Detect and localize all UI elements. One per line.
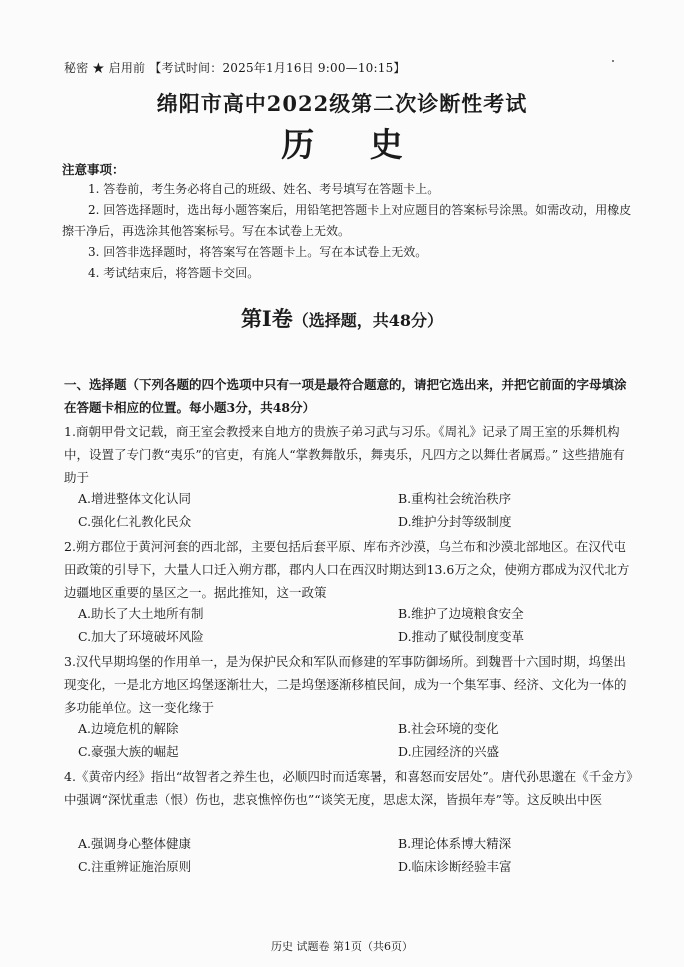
option-c: C.强化仁礼教化民众	[78, 514, 192, 529]
option-c: C.加大了环境破坏风险	[78, 629, 204, 644]
subject-title: 历 史	[281, 125, 425, 164]
option-c: C.豪强大族的崛起	[78, 744, 179, 759]
notice-item: 3. 回答非选择题时，将答案写在答题卡上。写在本试卷上无效。	[88, 245, 428, 259]
question-stem: 2.朔方郡位于黄河河套的西北部，主要包括后套平原、库布齐沙漠，乌兰布和沙漠北部地区。在汉代屯田政策的引导下，大量人口迁入朔方郡，郡内人口在西汉时期达到13.6万之众，使朔方郡成为汉代北方边疆地区重要的垦区之一。据此推知，这一政策	[64, 539, 630, 600]
option-b: B.社会环境的变化	[398, 721, 499, 736]
option-d: D.维护分封等级制度	[398, 514, 512, 529]
volume-title	[0, 303, 684, 333]
notice-item: 1. 答卷前，考生务必将自己的班级、姓名、考号填写在答题卡上。	[88, 182, 440, 196]
notice-item: 2. 回答选择题时，选出每小题答案后，用铅笔把答题卡上对应题目的答案标号涂黑。如需改动，用橡皮擦干净后，再选涂其他答案标号。写在本试卷上无效。	[62, 203, 632, 238]
option-a: A.增进整体文化认同	[78, 491, 192, 506]
question-stem: 3.汉代早期坞堡的作用单一，是为保护民众和军队而修建的军事防御场所。到魏晋十六国时期，坞堡出现变化，一是北方地区坞堡逐渐壮大，二是坞堡逐渐移植民间，成为一个集军事、经济、文化为一体的多功能单位。这一变化缘于	[64, 654, 627, 715]
option-d: D.推动了赋役制度变革	[398, 629, 525, 644]
notice-item: 4. 考试结束后，将答题卡交回。	[88, 266, 260, 280]
option-b: B.维护了边境粮食安全	[398, 606, 524, 621]
question-stem: 1.商朝甲骨文记载，商王室会教授来自地方的贵族子弟习武与习乐。《周礼》记录了周王室的乐舞机构中，设置了专门教“夷乐”的官吏，有旄人“掌教舞散乐，舞夷乐，凡四方之以舞仕者属焉。” 这些措施有助于	[64, 424, 625, 485]
page-footer: 历史 试题卷 第1页（共6页）	[271, 940, 413, 953]
notice-heading: 注意事项：	[62, 162, 125, 177]
option-c: C.注重辨证施治原则	[78, 859, 192, 874]
option-a: A.边境危机的解除	[78, 721, 179, 736]
exam-title: 绵阳市高中2022级第二次诊断性考试	[156, 91, 528, 116]
question-stem: 4.《黄帝内经》指出“故智者之养生也，必顺四时而适寒暑，和喜怒而安居处”。唐代孙思邈在《千金方》中强调“深忧重恚（恨）伤也，悲哀憔悴伤也”“谈笑无度，思虑太深，皆损年寿”等。这反映出中医	[64, 769, 633, 807]
volume-label: 第Ⅰ卷	[240, 306, 293, 331]
option-a: A.强调身心整体健康	[78, 836, 192, 851]
option-d: D.临床诊断经验丰富	[398, 859, 512, 874]
section-heading: 一、选择题（下列各题的四个选项中只有一项是最符合题意的，请把它选出来，并把它前面的字母填涂在答题卡相应的位置。每小题3分，共48分）	[64, 377, 627, 415]
volume-subtitle: （选择题，共48分）	[292, 311, 444, 330]
option-b: B.重构社会统治秩序	[398, 491, 512, 506]
option-a: A.助长了大土地所有制	[78, 606, 204, 621]
option-b: B.理论体系博大精深	[398, 836, 512, 851]
confidential-line: 秘密 ★ 启用前 【考试时间：2025年1月16日 9:00—10:15】	[64, 61, 406, 75]
option-d: D.庄园经济的兴盛	[398, 744, 500, 759]
scan-speck	[612, 60, 614, 62]
